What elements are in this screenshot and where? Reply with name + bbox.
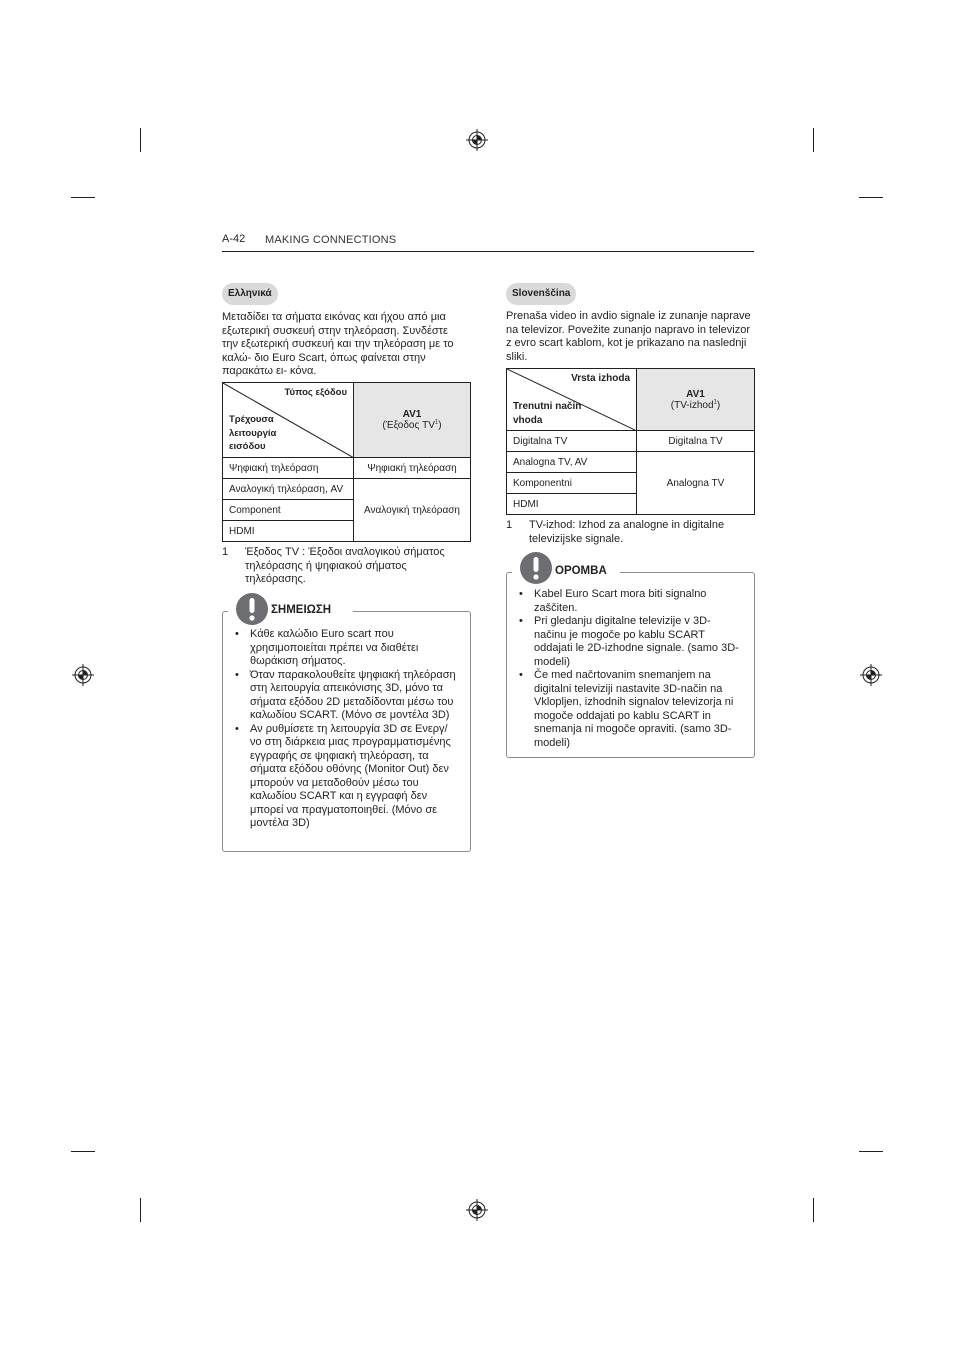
output-type-header: Τύπος εξόδου — [284, 387, 347, 398]
list-item: • Če med načrtovanim snemanjem na digitalni televiziji nastavite 3D-način na Vklopljen, izhodnih signalov televizorja ni mogoče oddajati po kablu SCART in snemanja ni mogoče opraviti. (samo 3D-modeli) — [519, 669, 741, 750]
av1-label: AV1 — [402, 409, 422, 420]
intro-text-slovenian: Prenaša video in avdio signale iz zunanje naprave na televizor. Povežite zunanjo napravo in televizor z evro scart kablom, kot je prikazano na naslednji sliki. — [506, 310, 751, 363]
registration-mark-icon — [72, 664, 94, 686]
list-item: • Αν ρυθμίσετε τη λειτουργία 3D σε Ενεργ/ νο στη διάρκεια μιας προγραμματισμένης εγγραφής σε ψηφιακή τηλεόραση, τα σήματα εξόδου οθόνης (Monitor Out) δεν μπορούν να μεταδοθούν μέσω του καλωδίου SCART και η εγγραφή δεν μπορεί να πραγματοποιηθεί. (Μόνο σε μοντέλα 3D) — [235, 723, 457, 831]
av1-header — [637, 369, 755, 431]
footnote-text: Έξοδος TV : Έξοδοι αναλογικού σήματος τηλεόρασης ή ψηφιακού σήματος τηλεόρασης. — [245, 546, 445, 585]
input-cell: HDMI — [223, 521, 354, 542]
output-cell: Analogna TV — [637, 452, 755, 515]
note-list-greek — [235, 628, 457, 831]
footnote-number: 1 — [222, 546, 229, 558]
input-cell: Komponentni — [507, 473, 637, 494]
list-item: • Όταν παρακολουθείτε ψηφιακή τηλεόραση στη λειτουργία απεικόνισης 3D, μόνο τα σήματα εξόδου 2D μεταδίδονται μέσω του καλωδίου SCART. (Μόνο σε μοντέλα 3D) — [235, 669, 457, 723]
input-cell: Digitalna TV — [507, 431, 637, 452]
table-row — [223, 479, 471, 500]
language-badge-slovenian: Slovenščina — [506, 283, 576, 305]
av1-header — [354, 383, 471, 458]
av1-label: AV1 — [686, 388, 705, 400]
input-cell: Analogna TV, AV — [507, 452, 637, 473]
input-cell: Ψηφιακή τηλεόραση — [223, 458, 354, 479]
registration-mark-icon — [860, 664, 882, 686]
header-rule — [222, 251, 754, 252]
section-title: MAKING CONNECTIONS — [265, 234, 397, 246]
output-cell: Ψηφιακή τηλεόραση — [354, 458, 471, 479]
table-row — [223, 458, 471, 479]
output-cell: Digitalna TV — [637, 431, 755, 452]
av1-sublabel: (Έξοδος $TV^1$) — [382, 419, 442, 431]
table-header-diagonal — [507, 369, 637, 431]
list-item: • Pri gledanju digitalne televizije v 3D-načinu je mogoče po kablu SCART oddajati le 2D-izhodne signale. (samo 3D-modeli) — [519, 615, 741, 669]
exclamation-icon — [235, 592, 269, 626]
input-cell: HDMI — [507, 494, 637, 515]
list-item: • Κάθε καλώδιο Euro scart που χρησιμοποιείται πρέπει να διαθέτει θωράκιση σήματος. — [235, 628, 457, 669]
connection-table-greek — [222, 382, 471, 542]
input-mode-header: Trenutni način vhoda — [513, 401, 582, 426]
intro-text-greek: Μεταδίδει τα σήματα εικόνας και ήχου από μια εξωτερική συσκευή στην τηλεόραση. Συνδέστε την εξωτερική συσκευή και την τηλεόραση με το καλώ- διο Euro Scart, όπως φαίνεται στην παρακάτω ει- κόνα. — [222, 311, 454, 377]
av1-sublabel: (TV-izhod$^1$) — [670, 399, 721, 411]
note-title-greek: ΣΗΜΕΙΩΣΗ — [268, 604, 334, 616]
list-item: • Kabel Euro Scart mora biti signalno zaščiten. — [519, 588, 741, 615]
language-badge-greek: Ελληνικά — [222, 283, 278, 305]
output-type-header: Vrsta izhoda — [571, 373, 630, 384]
exclamation-icon — [519, 551, 553, 585]
note-title-slovenian: OPOMBA — [552, 565, 610, 577]
connection-table-slovenian — [506, 368, 755, 515]
registration-mark-icon — [466, 1199, 488, 1221]
footnote-text: TV-izhod: Izhod za analogne in digitalne televizijske signale. — [529, 519, 725, 545]
note-list-slovenian — [519, 588, 741, 750]
table-row — [507, 431, 755, 452]
footnote-number: 1 — [506, 519, 513, 531]
input-cell: Αναλογική τηλεόραση, AV — [223, 479, 354, 500]
table-row — [507, 452, 755, 473]
input-cell: Component — [223, 500, 354, 521]
output-cell: Αναλογική τηλεόραση — [354, 479, 471, 542]
input-mode-header: Τρέχουσα λειτουργία εισόδου — [229, 414, 277, 452]
page-number: A-42 — [222, 233, 246, 245]
table-header-diagonal — [223, 383, 354, 458]
registration-mark-icon — [466, 129, 488, 151]
